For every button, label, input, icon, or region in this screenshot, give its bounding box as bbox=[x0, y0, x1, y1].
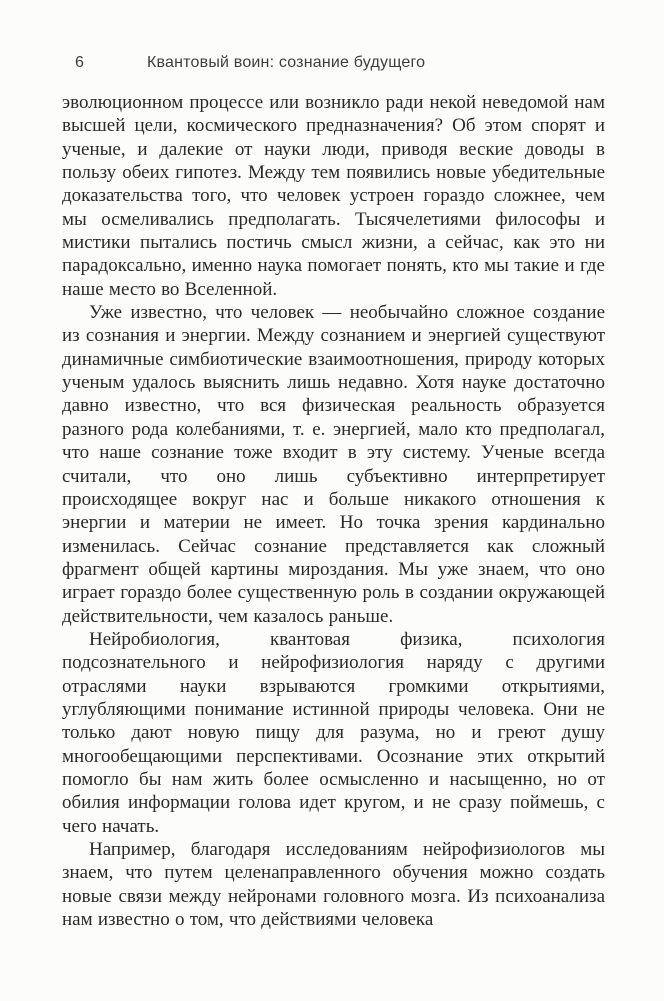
page-text-block bbox=[62, 91, 605, 931]
page-number: 6 bbox=[75, 54, 84, 71]
paragraph: Нейробиология, квантовая физика, психология подсознательного и нейрофизиология наряду с другими отраслями науки взрываются громкими открытиями, углубляющими понимание истинной природы человека. Они не только дают новую пищу для разума, но и греют душу многообещающими перспективами. Осознание этих открытий помогло бы нам жить более осмысленно и насыщенно, но от обилия информации голова идет кругом, и не сразу поймешь, с чего начать. bbox=[62, 628, 605, 837]
paragraph: Уже известно, что человек — необычайно сложное создание из сознания и энергии. Между сознанием и энергией существуют динамичные симбиотические взаимоотношения, природу которых ученым удалось выяснить лишь недавно. Хотя науке достаточно давно известно, что вся физическая реальность образуется разного рода колебаниями, т. е. энергией, мало кто предполагал, что наше сознание тоже входит в эту систему. Ученые всегда считали, что оно лишь субъективно интерпретирует происходящее вокруг нас и больше никакого отношения к энергии и материи не имеет. Но точка зрения кардинально изменилась. Сейчас сознание представляется как сложный фрагмент общей картины мироздания. Мы уже знаем, что оно играет гораздо более существенную роль в создании окружающей действительности, чем казалось раньше. bbox=[62, 302, 605, 627]
page-header bbox=[0, 54, 664, 76]
paragraph: Например, благодаря исследованиям нейрофизиологов мы знаем, что путем целенаправленного обучения можно создать новые связи между нейронами головного мозга. Из психоанализа нам известно о том, что действиями человека bbox=[62, 839, 605, 931]
running-title: Квантовый воин: сознание будущего bbox=[147, 54, 426, 71]
paragraph: эволюционном процессе или возникло ради некой неведомой нам высшей цели, космического предназначения? Об этом спорят и ученые, и далекие от науки люди, приводя веские доводы в пользу обеих гипотез. Между тем появились новые убедительные доказательства того, что человек устроен гораздо сложнее, чем мы осмеливались предполагать. Тысячелетиями философы и мистики пытались постичь смысл жизни, а сейчас, как это ни парадоксально, именно наука помогает понять, кто мы такие и где наше место во Вселенной. bbox=[62, 92, 605, 300]
